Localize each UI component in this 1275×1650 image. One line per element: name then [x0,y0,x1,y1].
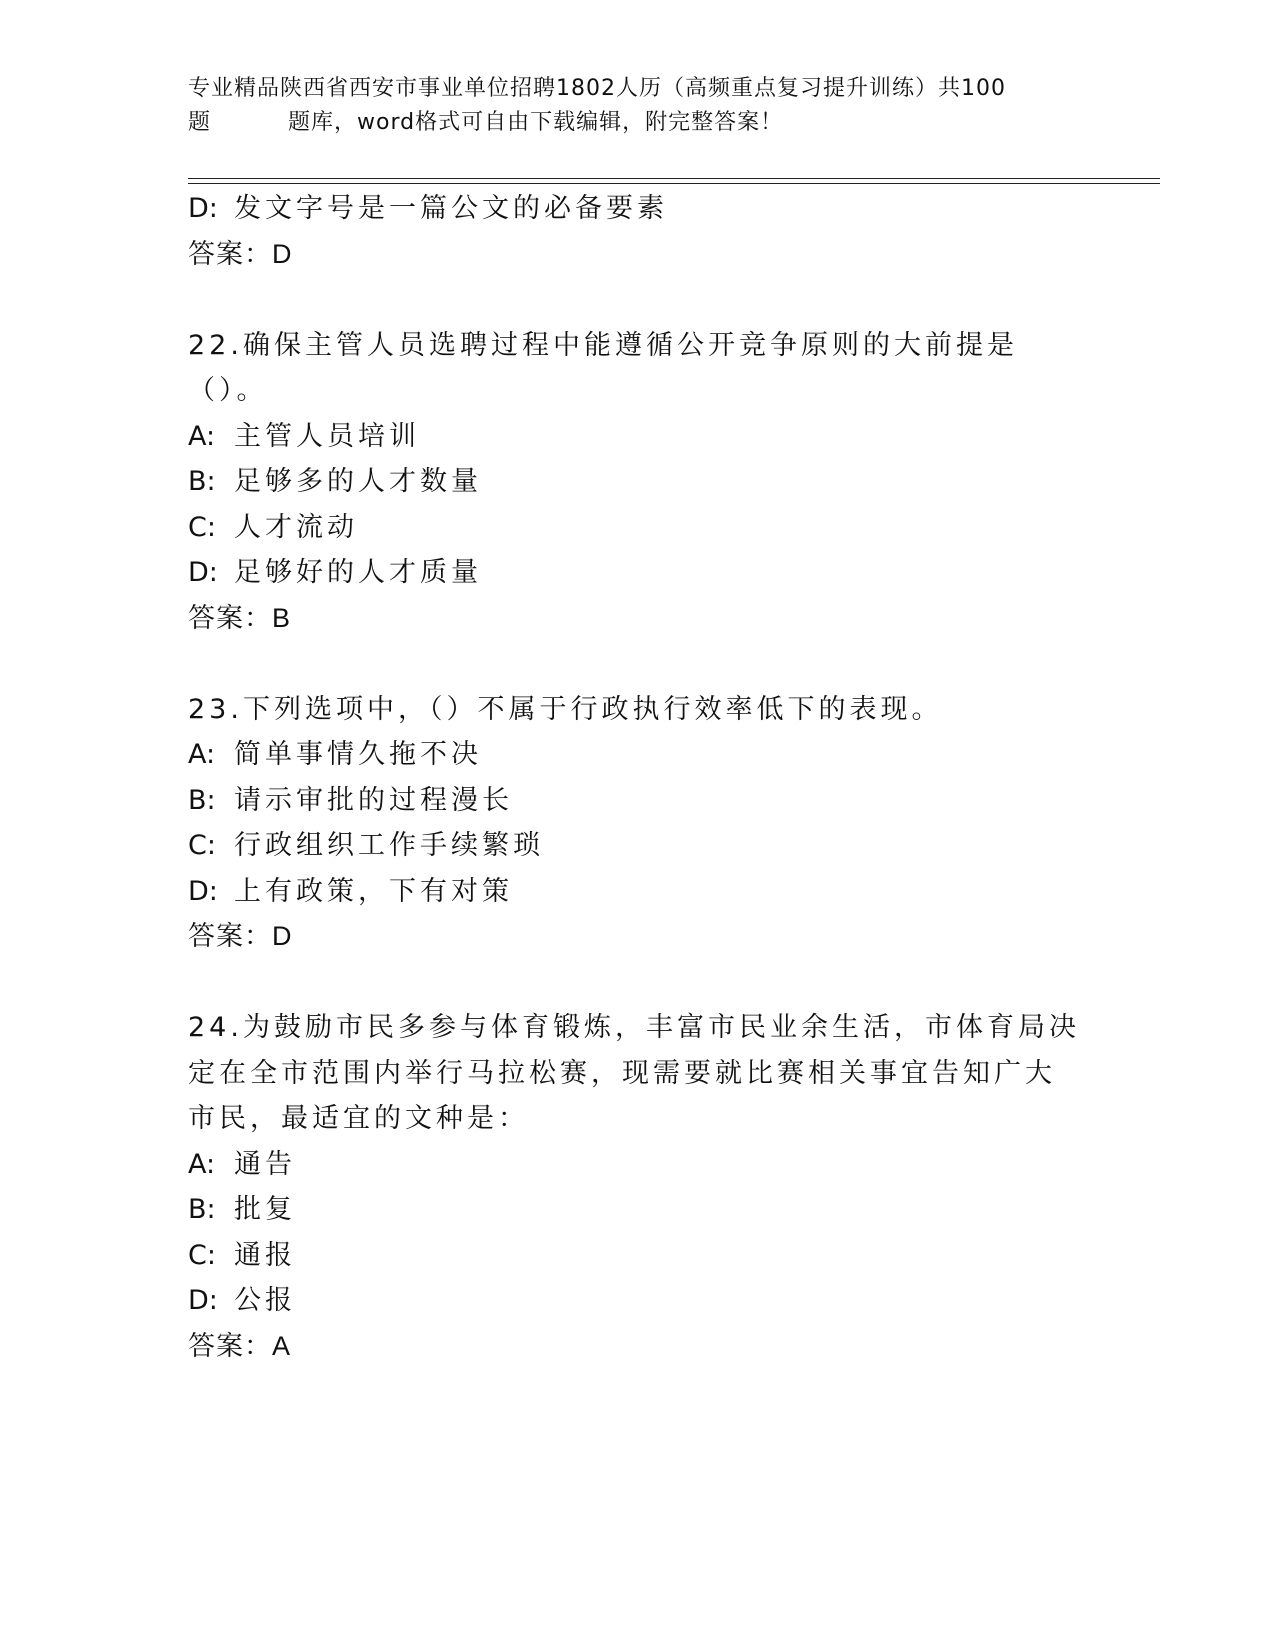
header-line-2 [188,106,1088,140]
header-divider-bottom [188,183,1160,184]
question-22-stem: 22.确保主管人员选聘过程中能遵循公开竞争原则的大前提是（）。 [188,329,1018,406]
option-letter: D: [188,193,218,224]
question-22-option-a [188,414,1088,460]
option-text: 简单事情久拖不决 [234,739,482,770]
option-text: 通告 [234,1148,296,1180]
option-letter: A: [188,420,216,452]
question-23-option-a [188,732,1088,778]
option-letter: D: [188,557,218,588]
prev-answer: 答案：D [188,238,293,269]
option-text: 发文字号是一篇公文的必备要素 [234,193,668,224]
question-22-option-c [188,505,1088,551]
option-text: 人才流动 [234,511,358,543]
option-text: 上有政策，下有对策 [234,875,513,907]
option-letter: C: [188,830,216,861]
option-text: 请示审批的过程漫长 [234,784,513,816]
header-line-1 [188,72,1088,106]
question-23-option-b [188,778,1088,824]
option-text: 足够多的人才数量 [234,466,482,497]
question-24-option-a [188,1142,1088,1188]
question-24-option-b [188,1187,1088,1233]
question-23-option-c [188,823,1088,869]
option-text: 行政组织工作手续繁琐 [234,830,544,861]
option-text: 公报 [234,1285,296,1316]
header-divider-top [188,178,1160,179]
page-header [188,72,1088,140]
question-23-option-d [188,869,1088,915]
option-letter: B: [188,1194,216,1225]
option-letter: B: [188,784,216,816]
option-letter: B: [188,466,216,497]
option-letter: A: [188,739,216,770]
question-24-option-d [188,1278,1088,1324]
question-24-answer: 答案：A [188,1330,292,1361]
option-text: 足够好的人才质量 [234,557,482,588]
option-letter: D: [188,875,218,907]
header-title-wrap: 题 [188,110,212,135]
header-title: 专业精品陕西省西安市事业单位招聘1802人历（高频重点复习提升训练）共100 [188,76,1006,101]
question-24-stem: 24.为鼓励市民多参与体育锻炼，丰富市民业余生活，市体育局决定在全市范围内举行马拉松赛，现需要就比赛相关事宜告知广大市民，最适宜的文种是： [188,1012,1080,1134]
question-23-stem: 23.下列选项中，（）不属于行政执行效率低下的表现。 [188,693,943,725]
question-22-answer: 答案：B [188,602,292,633]
option-text: 通报 [234,1239,296,1271]
question-24-option-c [188,1233,1088,1279]
option-letter: A: [188,1148,216,1180]
option-letter: C: [188,1239,216,1271]
option-letter: D: [188,1285,218,1316]
spacer [188,641,1088,687]
spacer [188,960,1088,1006]
spacer [188,277,1088,323]
option-text: 批复 [234,1194,296,1225]
question-content [188,186,1088,1369]
option-text: 主管人员培训 [234,420,420,452]
option-letter: C: [188,511,216,543]
prev-option-d [188,186,1088,232]
question-22-option-b [188,459,1088,505]
question-22-option-d [188,550,1088,596]
question-23-answer: 答案：D [188,921,293,951]
header-subtitle: 题库，word格式可自由下载编辑，附完整答案！ [288,110,784,135]
